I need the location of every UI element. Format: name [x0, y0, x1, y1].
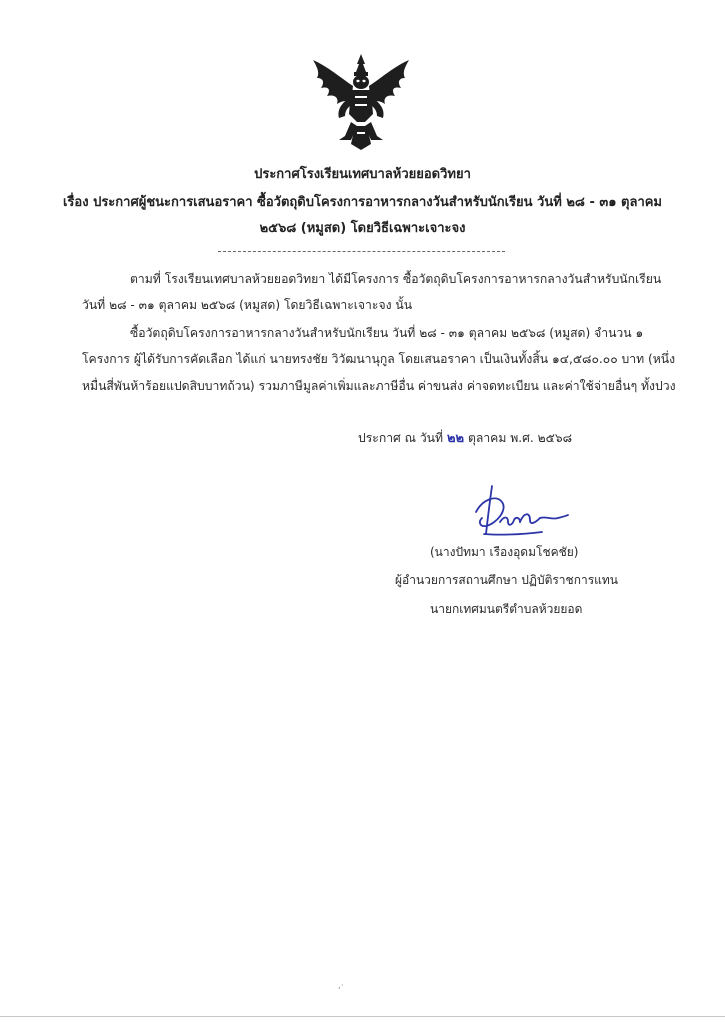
signature-icon — [462, 482, 572, 544]
announcement-date — [358, 427, 572, 448]
body-line: หมื่นสี่พันห้าร้อยแปดสิบบาทถ้วน) รวมภาษีมูลค่าเพิ่มและภาษีอื่น ค่าขนส่ง ค่าจดทะเบียน และค่าใช้จ่ายอื่นๆ ทั้งปวง — [82, 379, 676, 393]
signatory-position: ผู้อำนวยการสถานศึกษา ปฏิบัติราชการแทน — [395, 573, 618, 587]
announcement-subject: เรื่อง ประกาศผู้ชนะการเสนอราคา ซื้อวัตถุดิบโครงการอาหารกลางวันสำหรับนักเรียน วันที่ ๒๘ - ๓๑ ตุลาคม — [62, 195, 663, 210]
signatory-name: (นางปัทมา เรืองอุดมโชคชัย) — [430, 545, 579, 559]
date-suffix: ตุลาคม พ.ศ. ๒๕๖๘ — [467, 431, 573, 445]
garuda-emblem-icon — [305, 52, 417, 152]
body-line: โครงการ ผู้ได้รับการคัดเลือก ได้แก่ นายทรงชัย วิวัฒนานุกูล โดยเสนอราคา เป็นเงินทั้งสิ้น ๑๔,๕๘๐.๐๐ บาท (หนึ่ง — [82, 352, 676, 366]
body-line: ซื้อวัตถุดิบโครงการอาหารกลางวันสำหรับนักเรียน วันที่ ๒๘ - ๓๑ ตุลาคม ๒๕๖๘ (หมูสด) จำนวน ๑ — [130, 326, 644, 340]
scan-edge-line — [0, 1016, 725, 1017]
signatory-acting-for: นายกเทศมนตรีตำบลห้วยยอด — [430, 602, 583, 616]
body-line: ตามที่ โรงเรียนเทศบาลห้วยยอดวิทยา ได้มีโครงการ ซื้อวัตถุดิบโครงการอาหารกลางวันสำหรับนักเรียน — [130, 272, 662, 286]
scan-speck: ,· — [338, 981, 344, 991]
date-prefix: ประกาศ ณ วันที่ — [358, 431, 444, 445]
announcement-subject-continued: ๒๕๖๘ (หมูสด) โดยวิธีเฉพาะเจาะจง — [259, 221, 466, 236]
announcement-title: ประกาศโรงเรียนเทศบาลห้วยยอดวิทยา — [254, 167, 471, 182]
heading-divider — [218, 251, 505, 252]
date-day-handwritten: ๒๒ — [446, 431, 465, 446]
body-line: วันที่ ๒๘ - ๓๑ ตุลาคม ๒๕๖๘ (หมูสด) โดยวิธีเฉพาะเจาะจง นั้น — [82, 298, 413, 312]
